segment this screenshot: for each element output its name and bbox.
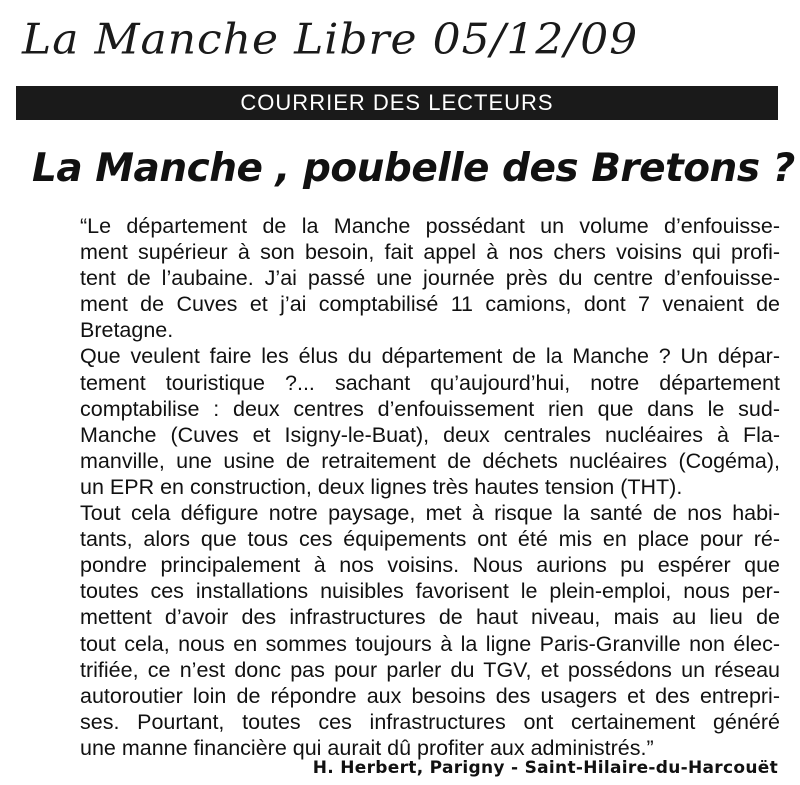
body-line: tout cela, nous en sommes toujours à la ligne Paris-Granville non élec- [80, 631, 780, 656]
body-line: Tout cela défigure notre paysage, met à risque la santé de nos habi- [80, 501, 780, 526]
body-line: une manne financière qui aurait dû profiter aux administrés.” [80, 735, 654, 760]
body-line: “Le département de la Manche possédant un volume d’enfouisse- [80, 214, 780, 238]
body-line: un EPR en construction, deux lignes très hautes tension (THT). [80, 474, 683, 499]
body-line: toutes ces installations nuisibles favorisent le plein-emploi, nous per- [80, 579, 780, 604]
body-line: Manche (Cuves et Isigny-le-Buat), deux centrales nucléaires à Fla- [80, 422, 780, 447]
headline-text: La Manche , poubelle des Bretons ? [32, 146, 795, 191]
letter-body [80, 213, 780, 761]
handwritten-source-date: La Manche Libre 05/12/09 [22, 15, 639, 64]
body-line: manville, une usine de retraitement de déchets nucléaires (Cogéma), [80, 448, 780, 473]
section-header-bar [16, 86, 778, 120]
body-line: mettent d’avoir des infrastructures de haut niveau, mais au lieu de [80, 605, 780, 630]
headline [22, 146, 795, 191]
body-line: tent de l’aubaine. J’ai passé une journée près du centre d’enfouisse- [80, 266, 780, 291]
body-line: Que veulent faire les élus du département de la Manche ? Un dépar- [80, 344, 780, 369]
section-label: COURRIER DES LECTEURS [240, 90, 554, 115]
body-line: tants, alors que tous ces équipements ont été mis en place pour ré- [80, 527, 780, 552]
body-line: autoroutier loin de répondre aux besoins des usagers et des entrepri- [80, 683, 780, 708]
body-line: ment supérieur à son besoin, fait appel à nos chers voisins qui profi- [80, 240, 780, 265]
letter-signature: H. Herbert, Parigny - Saint-Hilaire-du-Harcouët [312, 758, 778, 778]
body-line: ment de Cuves et j’ai comptabilisé 11 camions, dont 7 venaient de [80, 292, 780, 317]
body-line: comptabilise : deux centres d’enfouissement rien que dans le sud- [80, 396, 780, 421]
body-line: ses. Pourtant, toutes ces infrastructures ont certainement généré [80, 709, 780, 734]
body-line: pondre principalement à nos voisins. Nous aurions pu espérer que [80, 553, 780, 578]
body-line: tement touristique ?... sachant qu’aujourd’hui, notre département [80, 370, 780, 395]
body-line: Bretagne. [80, 318, 174, 343]
body-line: trifiée, ce n’est donc pas pour parler du TGV, et possédons un réseau [80, 657, 780, 682]
